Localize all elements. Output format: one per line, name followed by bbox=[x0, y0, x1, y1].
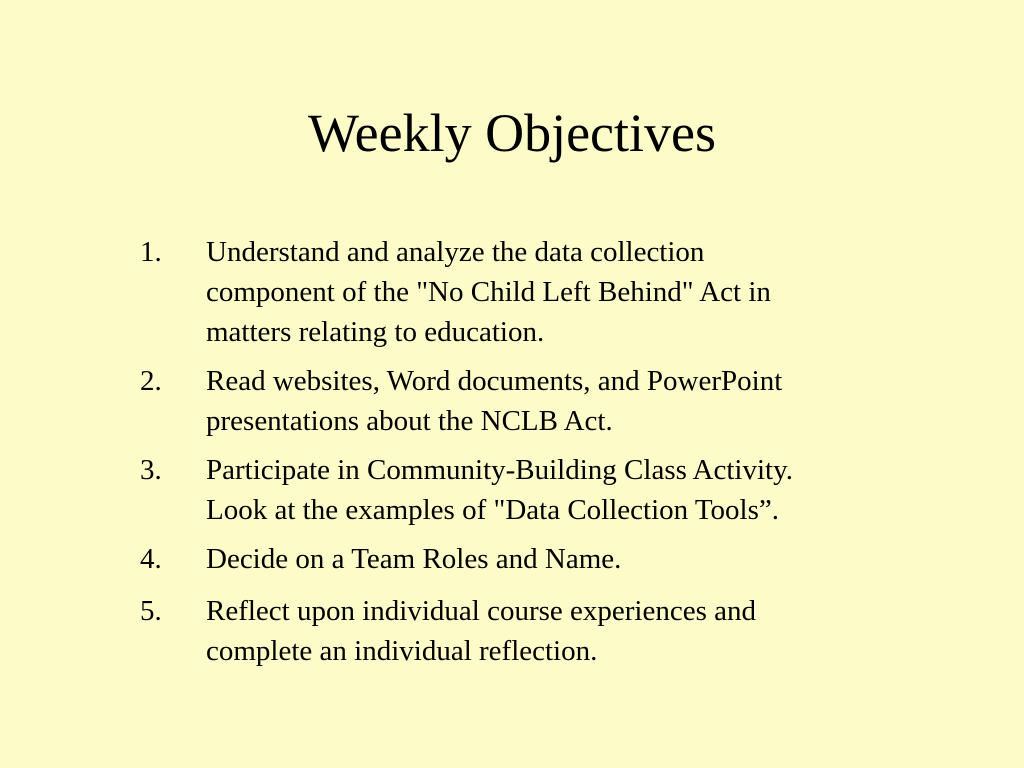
objective-item bbox=[140, 450, 920, 530]
objective-text: Participate in Community-Building Class Activity. Look at the examples of "Data Collection Tools”. bbox=[206, 454, 793, 526]
objective-item bbox=[140, 539, 920, 579]
objective-number: 3. bbox=[140, 454, 162, 486]
objective-text: Understand and analyze the data collection component of the "No Child Left Behind" Act in matters relating to education. bbox=[206, 236, 771, 348]
objective-text: Decide on a Team Roles and Name. bbox=[206, 543, 622, 575]
objective-text: Reflect upon individual course experiences and complete an individual reflection. bbox=[206, 595, 756, 667]
objective-number: 1. bbox=[140, 236, 162, 268]
objective-text: Read websites, Word documents, and PowerPoint presentations about the NCLB Act. bbox=[206, 365, 783, 437]
objectives-list bbox=[140, 232, 920, 680]
objective-item bbox=[140, 232, 920, 352]
objective-number: 2. bbox=[140, 365, 162, 397]
objective-number: 4. bbox=[140, 543, 162, 575]
slide-title: Weekly Objectives bbox=[307, 103, 716, 163]
objective-item bbox=[140, 361, 920, 441]
objective-item bbox=[140, 591, 920, 671]
objective-number: 5. bbox=[140, 595, 162, 627]
